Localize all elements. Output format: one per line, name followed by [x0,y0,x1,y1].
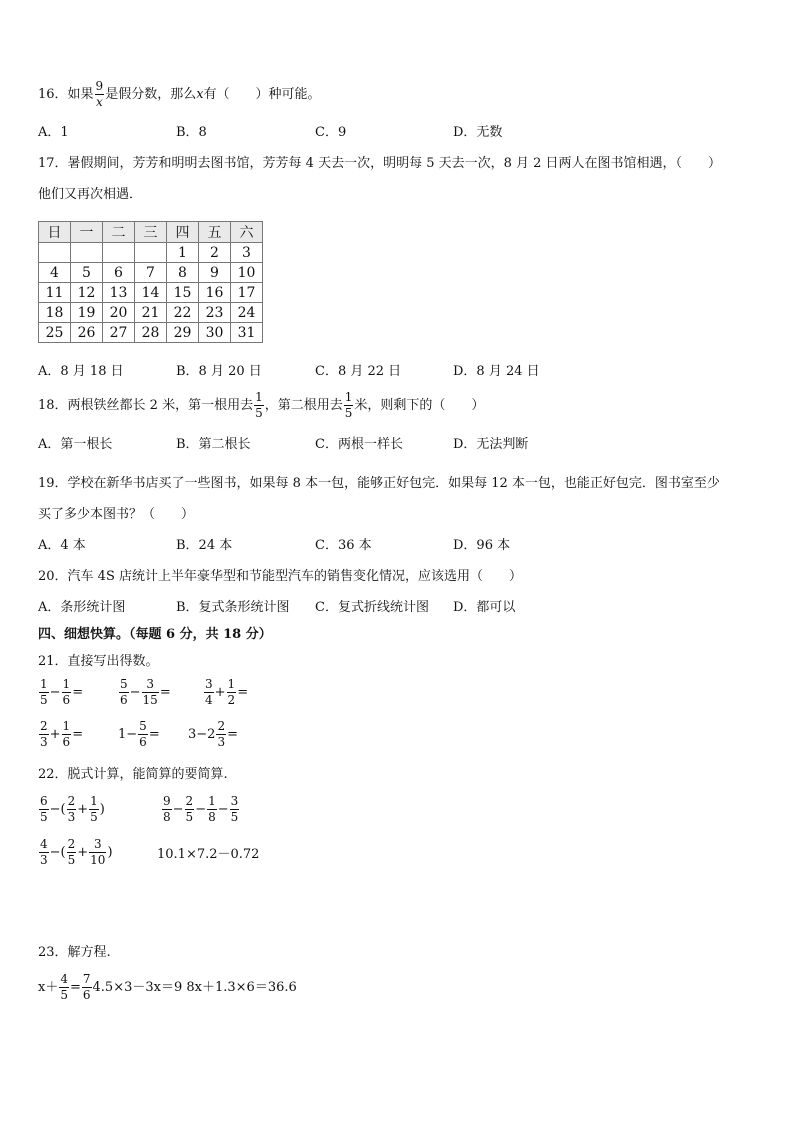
calendar-cell: 23 [199,303,231,323]
q20-option-b[interactable]: B．复式条形统计图 [176,600,290,615]
q21-expr-4: $\frac{2}{3}$ + $\frac{1}{6}$ = [40,719,84,749]
q17-option-a[interactable]: A．8 月 18 日 [38,364,124,379]
calendar-cell: 30 [199,323,231,343]
calendar-cell: 20 [103,303,135,323]
calendar-cell: 26 [71,323,103,343]
section-4-heading: 四、细想快算。（每题 6 分，共 18 分） [38,627,272,642]
calendar-cell: 12 [71,283,103,303]
calendar-cell: 15 [167,283,199,303]
calendar-row [39,323,263,343]
q20-option-d[interactable]: D．都可以 [453,600,516,615]
calendar-cell [103,243,135,263]
calendar-cell: 4 [39,263,71,283]
q19-option-d[interactable]: D．96 本 [453,538,511,553]
q18-fraction-2: $\frac{1}{5}$ [344,390,353,420]
calendar-cell: 11 [39,283,71,303]
calendar-cell: 6 [103,263,135,283]
calendar-cell: 5 [71,263,103,283]
q19-option-b[interactable]: B．24 本 [176,538,233,553]
calendar-cell: 27 [103,323,135,343]
q20-option-a[interactable]: A．条形统计图 [38,600,126,615]
calendar-row [39,283,263,303]
calendar-cell: 2 [199,243,231,263]
q22-expr-1: $\frac{6}{5}$ −( $\frac{2}{3}$ + $\frac{1}{5}$ ) [40,794,105,824]
calendar-header: 一 [71,222,103,243]
q18-stem: 18．两根铁丝都长 2 米，第一根用去 $\frac{1}{5}$ ，第二根用去 $\frac{1}{5}$ 米，则剩下的（ ） [38,390,485,420]
q16-option-d[interactable]: D．无数 [453,125,503,140]
calendar-cell: 29 [167,323,199,343]
calendar-header: 三 [135,222,167,243]
q17-option-b[interactable]: B．8 月 20 日 [176,364,262,379]
august-calendar [38,221,263,343]
q23-equations: x＋ $\frac{4}{5}$ = $\frac{7}{6}$ 4.5×3－3x＝9 8x＋1.3×6＝36.6 [38,972,297,1002]
q20-stem: 20．汽车 4S 店统计上半年豪华型和节能型汽车的销售变化情况，应该选用（ ） [38,569,522,584]
calendar-cell: 8 [167,263,199,283]
q16-stem: 16．如果 $\frac{9}{x}$ 是假分数，那么x有（ ）种可能。 [38,79,321,109]
calendar-row [39,243,263,263]
calendar-cell: 1 [167,243,199,263]
q18-option-b[interactable]: B．第二根长 [176,437,251,452]
calendar-cell: 14 [135,283,167,303]
q21-title: 21．直接写出得数。 [38,654,159,669]
q19-option-a[interactable]: A．4 本 [38,538,86,553]
calendar-header-row [39,222,263,243]
calendar-cell: 21 [135,303,167,323]
calendar-row [39,263,263,283]
q21-expr-3: $\frac{3}{4}$ + $\frac{1}{2}$ = [205,677,249,707]
q22-expr-2: $\frac{9}{8}$ − $\frac{2}{5}$ − $\frac{1}{8}$ − $\frac{3}{5}$ [163,794,239,824]
q18-option-d[interactable]: D．无法判断 [453,437,529,452]
calendar-row [39,303,263,323]
calendar-header: 二 [103,222,135,243]
q18-option-a[interactable]: A．第一根长 [38,437,113,452]
q18-option-c[interactable]: C．两根一样长 [315,437,403,452]
calendar-header: 日 [39,222,71,243]
q21-expr-2: $\frac{5}{6}$ − $\frac{3}{15}$ = [120,677,171,707]
calendar-cell: 19 [71,303,103,323]
q19-line1: 19．学校在新华书店买了一些图书，如果每 8 本一包，能够正好包完．如果每 12 本一包，也能正好包完．图书室至少 [38,476,720,491]
q21-expr-5: 1− $\frac{5}{6}$ = [118,719,160,749]
calendar-cell: 22 [167,303,199,323]
calendar-cell: 28 [135,323,167,343]
q16-option-b[interactable]: B．8 [176,125,207,140]
calendar-cell: 13 [103,283,135,303]
calendar-cell: 17 [231,283,263,303]
q16-option-c[interactable]: C．9 [315,125,347,140]
calendar-cell: 18 [39,303,71,323]
q18-fraction-1: $\frac{1}{5}$ [255,390,263,420]
q16-option-a[interactable]: A．1 [38,125,69,140]
calendar-cell: 7 [135,263,167,283]
q22-expr-4: 10.1×7.2－0.72 [157,847,260,862]
q21-expr-1: $\frac{1}{5}$ − $\frac{1}{6}$ = [40,677,84,707]
calendar-header: 四 [167,222,199,243]
calendar-cell: 16 [199,283,231,303]
calendar-cell: 10 [231,263,263,283]
calendar-cell [39,243,71,263]
q17-line1: 17．暑假期间，芳芳和明明去图书馆，芳芳每 4 天去一次，明明每 5 天去一次，8 月 2 日两人在图书馆相遇，（ ） [38,156,722,171]
q16-fraction: $\frac{9}{x}$ [95,79,104,109]
q22-expr-3: $\frac{4}{3}$ −( $\frac{2}{5}$ + $\frac{3}{10}$ ) [40,837,113,867]
calendar-cell [71,243,103,263]
calendar-header: 六 [231,222,263,243]
calendar-cell: 25 [39,323,71,343]
calendar-cell: 31 [231,323,263,343]
q19-line2: 买了多少本图书？（ ） [38,507,195,522]
calendar-cell: 9 [199,263,231,283]
calendar-cell: 3 [231,243,263,263]
q20-option-c[interactable]: C．复式折线统计图 [315,600,429,615]
q21-expr-6: 3−2 $\frac{2}{3}$ = [188,719,238,749]
calendar-cell: 24 [231,303,263,323]
q17-option-c[interactable]: C．8 月 22 日 [315,364,402,379]
q22-title: 22．脱式计算，能简算的要简算. [38,767,228,782]
q19-option-c[interactable]: C．36 本 [315,538,372,553]
calendar-cell [135,243,167,263]
q17-line2: 他们又再次相遇． [38,187,143,202]
q17-option-d[interactable]: D．8 月 24 日 [453,364,540,379]
q23-title: 23．解方程. [38,945,111,960]
calendar-header: 五 [199,222,231,243]
